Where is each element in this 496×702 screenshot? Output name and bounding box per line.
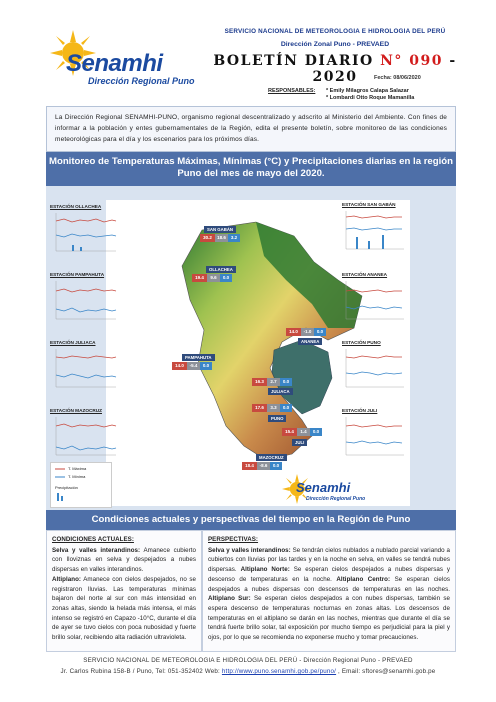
footer-address: Jr. Carlos Rubina 158-B / Puno, Tel: 051-352402 Web: [60, 668, 222, 675]
precip: 0.0 [220, 274, 232, 282]
map-reading-ollachea [192, 274, 232, 282]
precip: 0.0 [280, 404, 292, 412]
footer-line2 [0, 666, 496, 677]
perspectives-panel [202, 530, 456, 652]
precip: 0.0 [310, 428, 322, 436]
map-label-juli: JULI [292, 439, 307, 446]
precip: 0.0 [270, 462, 282, 470]
bulletin-year: - 2020 [312, 53, 457, 85]
persp-p3-label: Altiplano Centro: [336, 575, 391, 583]
current-p2-label: Altiplano: [52, 575, 82, 583]
map-label-puno: PUNO [268, 415, 286, 422]
max-temp: 14.0 [286, 328, 301, 336]
map-reading-mazocruz [242, 462, 282, 470]
precip: 3.2 [228, 234, 240, 242]
station-title: ESTACIÓN PAMPAHUTA [50, 272, 105, 277]
responsibles-list [326, 88, 414, 101]
logo-subtitle: Dirección Regional Puno [88, 76, 195, 86]
precip: 0.0 [280, 378, 292, 386]
map-reading-ananea [286, 328, 326, 336]
station-mini-chart [50, 209, 120, 257]
station-title: ESTACIÓN ANANEA [342, 272, 388, 277]
precip: 0.0 [200, 362, 212, 370]
min-temp: -5.4 [187, 362, 200, 370]
intro-paragraph: La Dirección Regional SENAMHI-PUNO, organismo regional descentralizado y adscrito al Ministerio del Ambiente. Con fines de informar a la población y entes gubernamentales de la Región, edita el presente boletín, sobre monitoreo de las condiciones meteorológicas para el día y los escenarios para los próximos días. [46, 106, 456, 152]
zone-name: Dirección Zonal Puno - PREVAED [280, 41, 390, 48]
bulletin-date: Fecha: 08/06/2020 [374, 75, 421, 81]
station-title: ESTACIÓN PUNO [342, 340, 381, 345]
responsibles-label: RESPONSABLES: [268, 88, 316, 94]
legend-tmin: T. Mínima [68, 474, 86, 479]
footer-website-link[interactable]: http://www.puno.senamhi.gob.pe/puno/ [221, 668, 337, 675]
map-label-mazocruz: MAZOCRUZ [256, 454, 287, 461]
station-title: ESTACIÓN MAZOCRUZ [50, 408, 102, 413]
precip: 0.0 [314, 328, 326, 336]
legend-tmax: T. Máxima [68, 466, 87, 471]
station-title: ESTACIÓN OLLACHEA [50, 204, 102, 209]
station-chart-puno [342, 340, 412, 396]
current-p1-label: Selva y valles interandinos: [52, 546, 141, 554]
station-mini-chart [342, 413, 412, 461]
header-info [200, 28, 470, 85]
min-temp: 18.6 [215, 234, 228, 242]
max-temp: 15.4 [282, 428, 297, 436]
station-mini-chart [50, 345, 120, 393]
footer-line1: SERVICIO NACIONAL DE METEOROLOGIA E HIDROLOGIA DEL PERÚ - Dirección Regional Puno - PREVAED [83, 657, 413, 664]
map-reading-san-gaban [200, 234, 240, 242]
station-chart-pampahuta [50, 272, 120, 328]
max-temp: 14.0 [172, 362, 187, 370]
map-label-san-gaban: SAN GABÁN [204, 226, 236, 233]
current-p1-text: Amanece cubierto con lloviznas en selva y despejados a nubes dispersas en valles interandinos. [52, 546, 196, 574]
min-temp: 3.3 [267, 404, 280, 412]
persp-p1-label: Selva y valles interandinos: [208, 546, 291, 554]
station-title: ESTACIÓN JULIACA [50, 340, 96, 345]
min-temp: 2.7 [267, 378, 280, 386]
current-p2 [52, 575, 196, 643]
perspectives-text [208, 546, 450, 643]
persp-p4-text: Se esperan cielos despejados a con nubes dispersas, también se espera descenso de temperaturas nocturnas en zonas altas. Los descensos de temperaturas en el altiplano se darán en las noches, mientras que durante el día se tendrá fuerte brillo solar, tal exposición por mucho tiempo es perjudicial para la piel y ojos, por lo que se recomienda no exponerse mucho y tomar precauciones. [208, 595, 450, 642]
station-mini-chart [50, 413, 120, 461]
map-reading-juliaca [252, 378, 292, 386]
station-mini-chart [342, 277, 412, 325]
max-temp: 17.6 [252, 404, 267, 412]
station-chart-juli [342, 408, 412, 464]
station-mini-chart [50, 277, 120, 325]
persp-p2-text: Se esperan cielos despejados a nubes dispersas y descenso de temperaturas en la noche. [208, 566, 450, 583]
chart-legend [50, 462, 112, 508]
station-mini-chart [342, 345, 412, 393]
responsible-item: * Emily Milagros Calapa Salazar [326, 88, 409, 94]
section-title-monitoring: Monitoreo de Temperaturas Máximas, Mínimas (°C) y Precipitaciones diarias en la región Puno del mes de mayo del 2020. [46, 152, 456, 186]
min-temp: 9.6 [207, 274, 220, 282]
map-reading-juli [282, 428, 322, 436]
persp-p2-label: Altiplano Norte: [240, 566, 290, 574]
senamhi-logo-small [282, 472, 372, 512]
persp-p4-label: Altiplano Sur: [208, 595, 251, 603]
current-conditions-panel [46, 530, 202, 652]
map-label-ollachea: OLLACHEA [206, 266, 236, 273]
logo-text-small: Senamhi [296, 480, 351, 495]
persp-p1-text: Se tendrán cielos nublados a nublado parcial variando a cubiertos con lluvias por las tardes y en la noche en selva, en valles se tendrá nubes dispersas. [208, 546, 450, 574]
current-p2-text: Amanece con cielos despejados, no se registraron lluvias. Las temperaturas mínimas bajaron del norte al sur con más intensidad en zonas altas, siendo la helada más intensa, el más intenso se registró en Capazo -10°C, durante el día de ayer se tuvo cielos con poca nubosidad y fuerte brillo solar, recibiendo alta radiación ultravioleta. [52, 575, 196, 642]
logo-text: Senamhi [66, 50, 163, 77]
max-temp: 30.2 [200, 234, 215, 242]
bulletin-title [200, 53, 470, 85]
map-reading-pampahuta [172, 362, 212, 370]
min-temp: -8.6 [257, 462, 270, 470]
map-label-ananea: ANANEA [298, 338, 322, 345]
max-temp: 18.4 [242, 462, 257, 470]
min-temp: 1.4 [297, 428, 310, 436]
footer-email: , Email: sftores@senamhi.gob.pe [336, 668, 436, 675]
map-label-pampahuta: PAMPAHUTA [182, 354, 215, 361]
map-panel [46, 186, 456, 510]
station-chart-mazocruz [50, 408, 120, 464]
map-label-juliaca: JULIACA [268, 388, 293, 395]
station-title: ESTACIÓN JULI [342, 408, 378, 413]
header [0, 0, 496, 106]
legend-precip: Precipitación [55, 485, 78, 490]
station-title: ESTACIÓN SAN GABÁN [342, 202, 396, 207]
persp-p3-text: Se esperan cielos despejados a nubes dispersas con descensos de temperaturas en las noches. [208, 575, 450, 593]
organization-name: SERVICIO NACIONAL DE METEOROLOGIA E HIDROLOGIA DEL PERÚ [224, 28, 446, 35]
station-mini-chart [342, 207, 412, 255]
bulletin-number: N° 090 [380, 53, 443, 69]
responsible-item: * Lombardi Otto Roque Mamanilla [326, 94, 415, 101]
min-temp: -1.0 [301, 328, 314, 336]
max-temp: 19.4 [192, 274, 207, 282]
station-chart-juliaca [50, 340, 120, 396]
current-p1 [52, 546, 196, 575]
station-chart-ananea [342, 272, 412, 328]
bulletin-title-text: BOLETÍN DIARIO [213, 53, 381, 69]
station-chart-san-gaban [342, 202, 412, 258]
current-conditions-heading: CONDICIONES ACTUALES: [52, 536, 134, 543]
max-temp: 16.3 [252, 378, 267, 386]
perspectives-heading: PERSPECTIVAS: [208, 536, 259, 543]
station-chart-ollachea [50, 204, 120, 260]
map-figure [50, 200, 410, 506]
logo-subtitle-small: Dirección Regional Puno [306, 496, 366, 502]
footer [0, 655, 496, 677]
map-reading-puno [252, 404, 292, 412]
section-title-perspectives: Condiciones actuales y perspectivas del tiempo en la Región de Puno [46, 510, 456, 530]
